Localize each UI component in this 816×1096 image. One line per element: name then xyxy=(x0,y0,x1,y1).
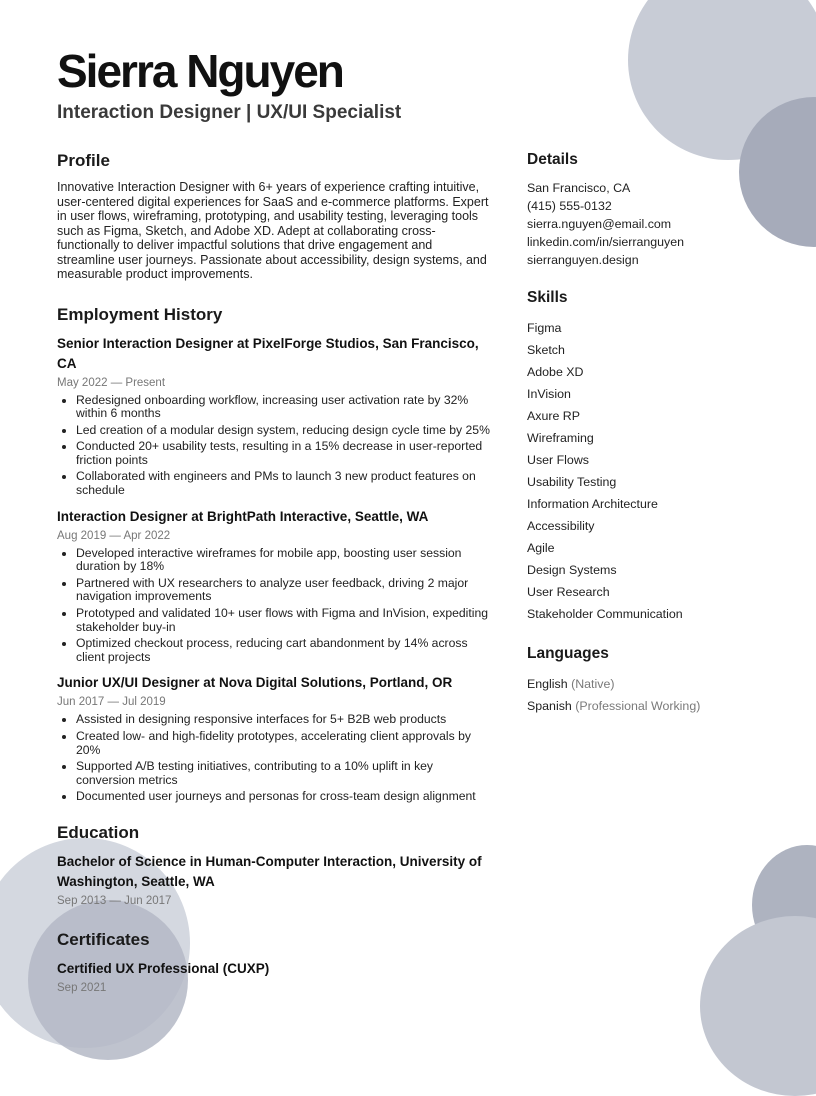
job-title: Interaction Designer at BrightPath Interactive, Seattle, WA xyxy=(57,508,429,524)
certificates-section xyxy=(57,929,492,996)
candidate-subtitle: Interaction Designer | UX/UI Specialist xyxy=(57,102,402,123)
skill-item: Sketch xyxy=(527,343,565,357)
job-bullets xyxy=(57,713,492,803)
skill-item: Agile xyxy=(527,541,555,555)
detail-location: San Francisco, CA xyxy=(527,181,631,195)
job-bullets xyxy=(57,394,492,498)
job-entry xyxy=(57,334,492,498)
job-entry xyxy=(57,673,492,803)
certificates-heading: Certificates xyxy=(57,929,150,949)
job-bullet: • Optimized checkout process, reducing cart abandonment by 14% across client projects xyxy=(76,637,492,665)
skill-item: Stakeholder Communication xyxy=(527,607,683,621)
education-dates: Sep 2013 — Jun 2017 xyxy=(57,894,172,907)
job-bullet: • Prototyped and validated 10+ user flows with Figma and InVision, expediting stakeholder buy-in xyxy=(76,607,492,635)
skill-item: User Research xyxy=(527,585,610,599)
job-bullet: • Documented user journeys and personas for cross-team design alignment xyxy=(76,790,492,804)
skill-item: InVision xyxy=(527,387,571,401)
languages-section xyxy=(527,643,757,717)
main-column xyxy=(57,150,492,999)
job-bullet: • Assisted in designing responsive interfaces for 5+ B2B web products xyxy=(76,713,492,727)
details-section xyxy=(527,149,757,269)
detail-linkedin: linkedin.com/in/sierranguyen xyxy=(527,235,685,249)
detail-website: sierranguyen.design xyxy=(527,253,639,267)
language-name: Spanish xyxy=(527,699,572,713)
skill-item: Adobe XD xyxy=(527,365,584,379)
skill-item: Accessibility xyxy=(527,519,595,533)
education-section xyxy=(57,822,492,909)
skill-item: Wireframing xyxy=(527,431,594,445)
job-entry xyxy=(57,507,492,665)
education-heading: Education xyxy=(57,822,140,842)
skill-item: User Flows xyxy=(527,453,589,467)
language-level: (Native) xyxy=(571,677,615,691)
skill-item: Axure RP xyxy=(527,409,581,423)
language-name: English xyxy=(527,677,568,691)
job-bullet: • Supported A/B testing initiatives, contributing to a 10% uplift in key conversion metrics xyxy=(76,760,492,788)
job-bullet: • Led creation of a modular design system, reducing design cycle time by 25% xyxy=(76,424,492,438)
language-item xyxy=(527,673,757,695)
languages-heading: Languages xyxy=(527,645,609,662)
certificate-date: Sep 2021 xyxy=(57,981,107,994)
profile-heading: Profile xyxy=(57,151,110,170)
job-dates: Jun 2017 — Jul 2019 xyxy=(57,696,166,709)
job-bullet: • Partnered with UX researchers to analyze user feedback, driving 2 major navigation improvements xyxy=(76,577,492,605)
profile-section xyxy=(57,150,492,282)
details-heading: Details xyxy=(527,151,578,168)
employment-heading: Employment History xyxy=(57,304,223,324)
sidebar-column xyxy=(527,149,757,735)
language-item xyxy=(527,695,757,717)
language-level: (Professional Working) xyxy=(575,699,701,713)
skill-item: Figma xyxy=(527,321,562,335)
profile-text: Innovative Interaction Designer with 6+ years of experience crafting intuitive, user-centered digital experiences for SaaS and e-commerce platforms. Expert in user flows, wireframing, prototyping, and usability testing, leveraging tools such as Figma, Sketch, and Adobe XD. Adept at collaborating cross-functionally to deliver impactful solutions that drive engagement and streamline user journeys. Passionate about accessibility, design systems, and measurable product improvements. xyxy=(57,180,489,281)
skill-item: Usability Testing xyxy=(527,475,617,489)
job-dates: May 2022 — Present xyxy=(57,376,166,389)
job-bullets xyxy=(57,547,492,665)
education-degree: Bachelor of Science in Human-Computer Interaction, University of Washington, Seattle, WA xyxy=(57,853,482,889)
job-bullet: • Collaborated with engineers and PMs to launch 3 new product features on schedule xyxy=(76,470,492,498)
skills-section xyxy=(527,287,757,625)
job-bullet: • Created low- and high-fidelity prototypes, accelerating client approvals by 20% xyxy=(76,730,492,758)
job-bullet: • Developed interactive wireframes for mobile app, boosting user session duration by 18% xyxy=(76,547,492,575)
skill-item: Design Systems xyxy=(527,563,617,577)
detail-email: sierra.nguyen@email.com xyxy=(527,217,672,231)
skill-item: Information Architecture xyxy=(527,497,658,511)
candidate-name: Sierra Nguyen xyxy=(57,45,343,97)
employment-section xyxy=(57,304,492,804)
skills-heading: Skills xyxy=(527,289,568,306)
job-bullet: • Redesigned onboarding workflow, increasing user activation rate by 32% within 6 months xyxy=(76,394,492,422)
job-bullet: • Conducted 20+ usability tests, resulting in a 15% decrease in user-reported friction points xyxy=(76,440,492,468)
certificate-name: Certified UX Professional (CUXP) xyxy=(57,960,270,976)
detail-phone: (415) 555-0132 xyxy=(527,199,612,213)
job-dates: Aug 2019 — Apr 2022 xyxy=(57,529,171,542)
job-title: Senior Interaction Designer at PixelForge Studios, San Francisco, CA xyxy=(57,335,479,371)
job-title: Junior UX/UI Designer at Nova Digital Solutions, Portland, OR xyxy=(57,675,453,691)
